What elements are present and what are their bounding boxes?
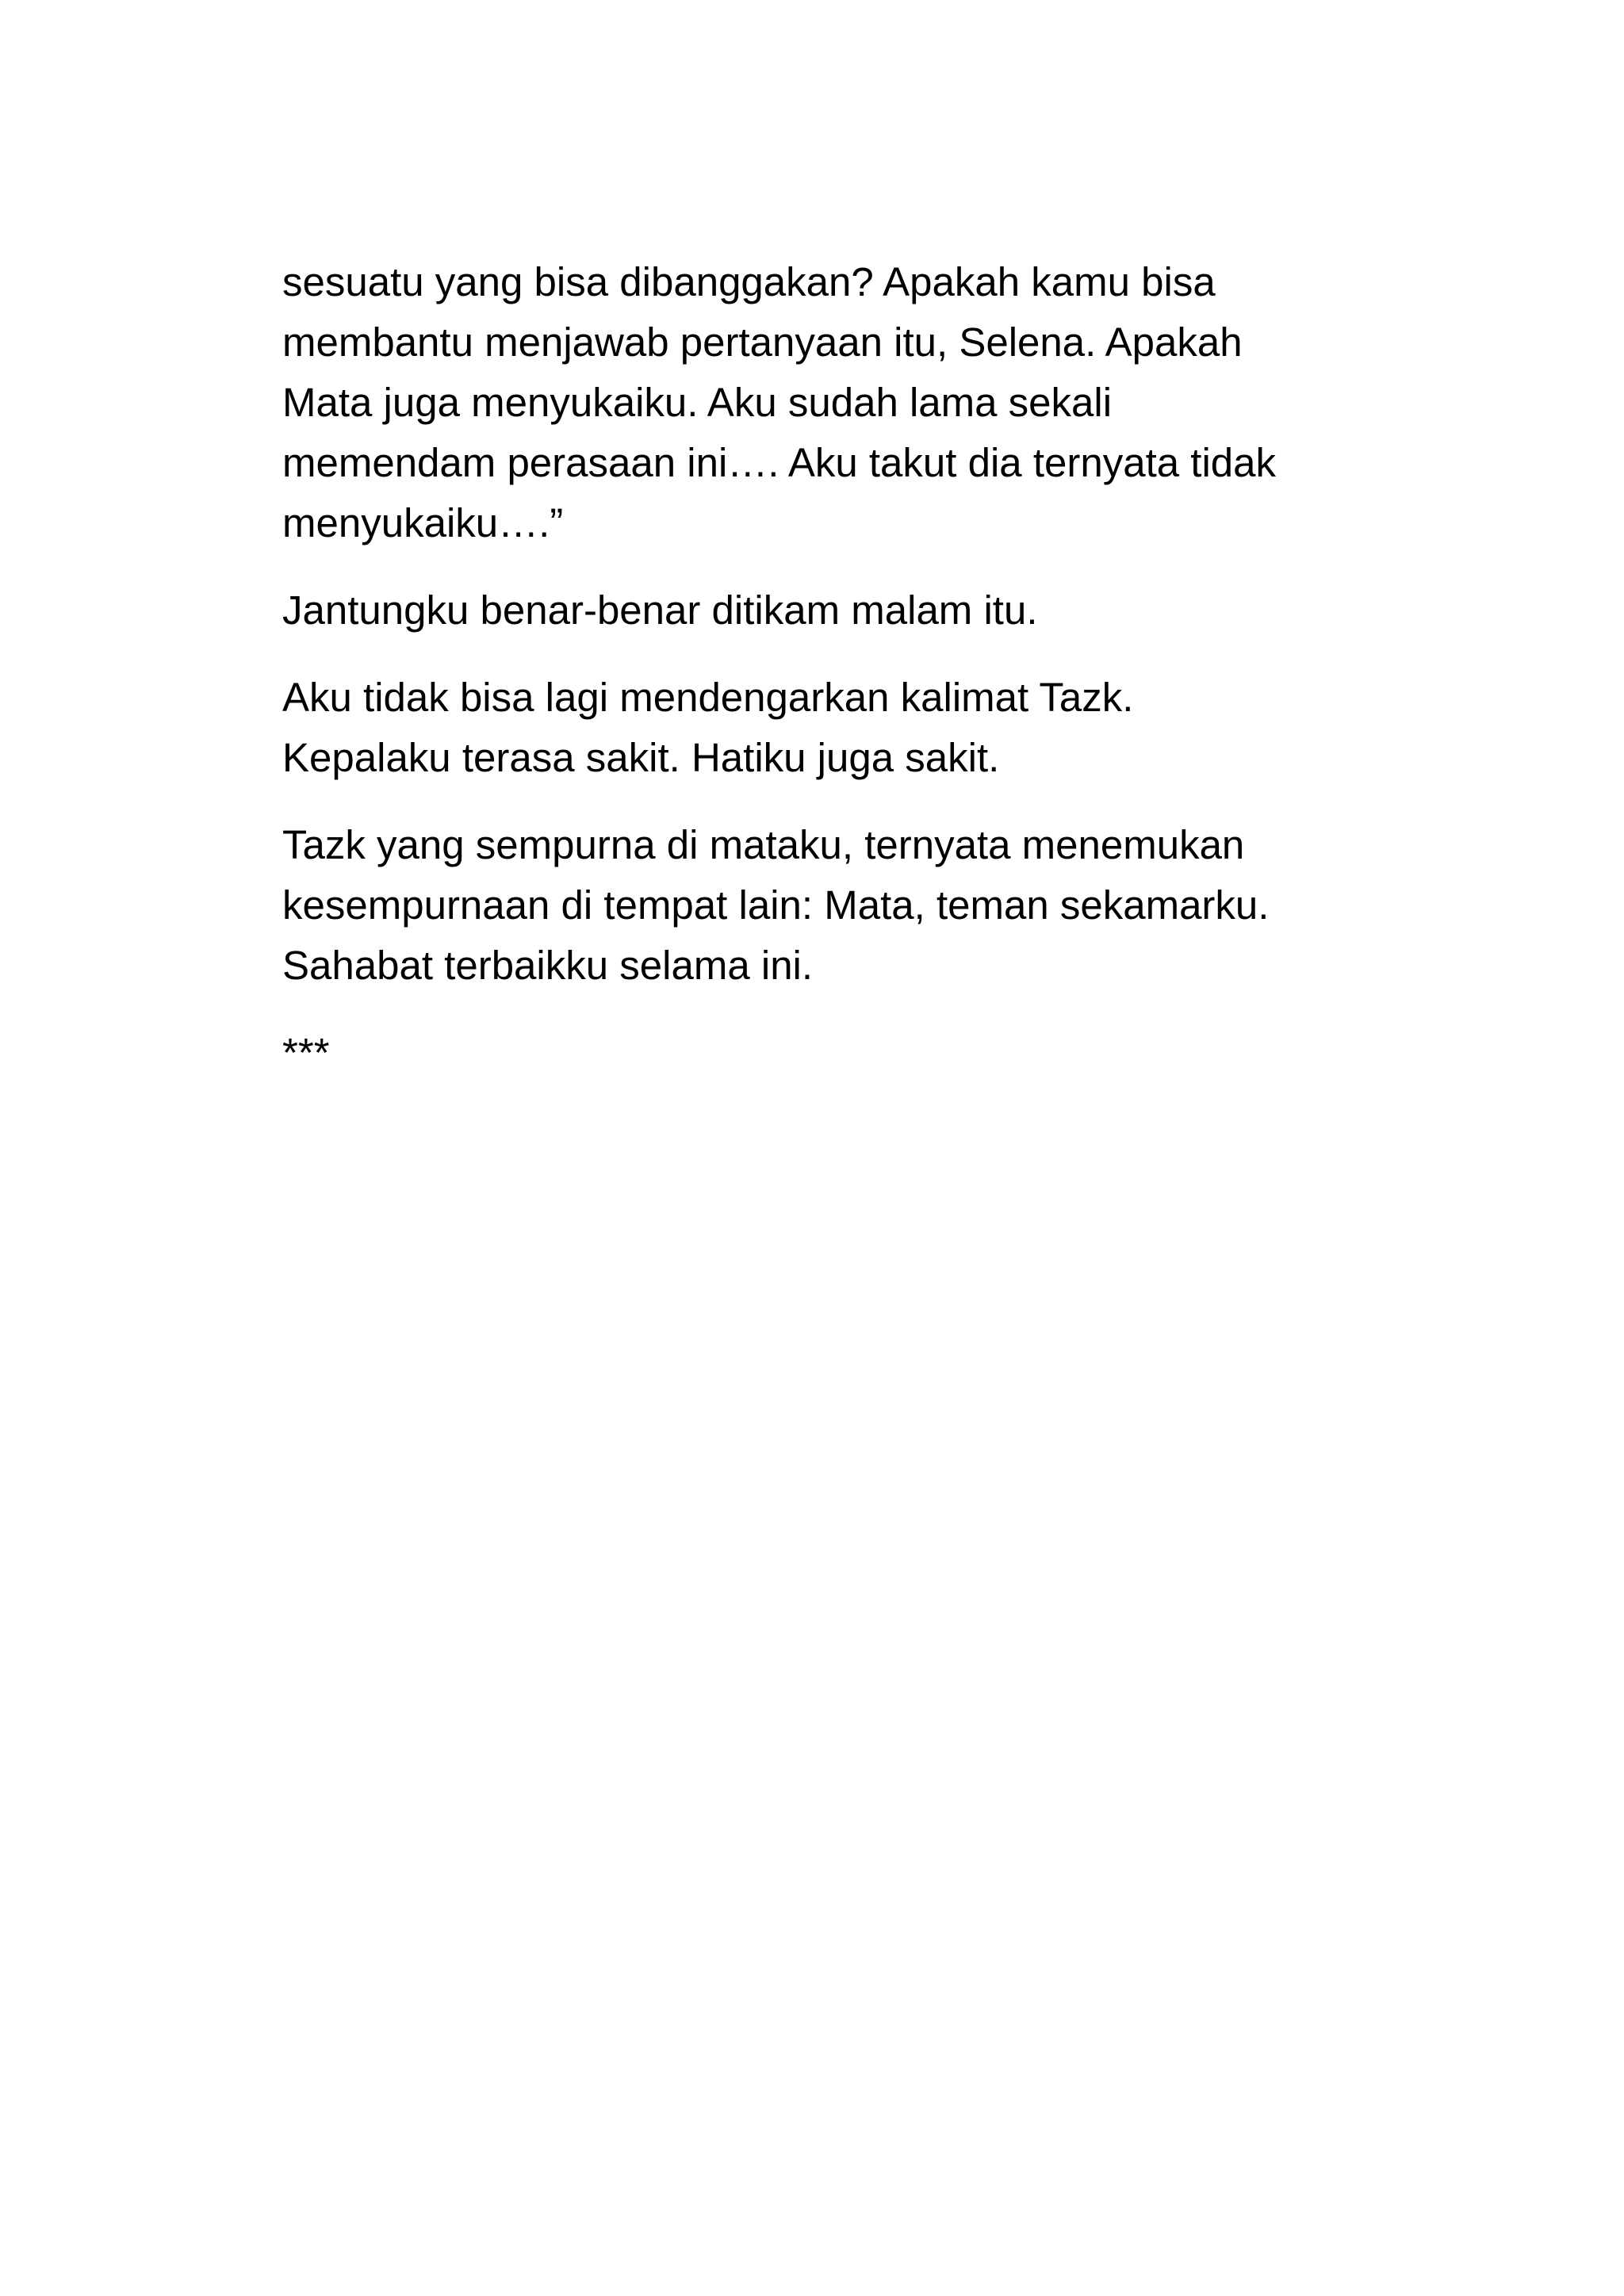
text-line: Kepalaku terasa sakit. Hatiku juga sakit.	[282, 735, 1000, 780]
paragraph-spacer	[282, 553, 1408, 580]
text-line: Mata juga menyukaiku. Aku sudah lama sekali	[282, 380, 1113, 425]
text-line: memendam perasaan ini…. Aku takut dia ternyata tidak	[282, 440, 1277, 485]
paragraph-3	[282, 668, 1408, 788]
section-break	[282, 1023, 1408, 1083]
paragraph-4	[282, 815, 1408, 996]
text-line: Jantungku benar-benar ditikam malam itu.	[282, 587, 1038, 633]
paragraph-1	[282, 252, 1408, 553]
text-line: menyukaiku….”	[282, 500, 564, 545]
paragraph-spacer	[282, 996, 1408, 1023]
text-line: kesempurnaan di tempat lain: Mata, teman sekamarku.	[282, 882, 1270, 928]
text-line: Sahabat terbaikku selama ini.	[282, 943, 814, 988]
paragraph-spacer	[282, 788, 1408, 815]
body-text	[282, 252, 1408, 1083]
text-line: Tazk yang sempurna di mataku, ternyata menemukan	[282, 822, 1245, 867]
text-line: sesuatu yang bisa dibanggakan? Apakah kamu bisa	[282, 259, 1216, 304]
text-line: Aku tidak bisa lagi mendengarkan kalimat Tazk.	[282, 675, 1134, 720]
text-line: membantu menjawab pertanyaan itu, Selena. Apakah	[282, 320, 1243, 365]
scene-break-asterisks: ***	[282, 1030, 330, 1075]
paragraph-2	[282, 580, 1408, 641]
paragraph-spacer	[282, 641, 1408, 668]
